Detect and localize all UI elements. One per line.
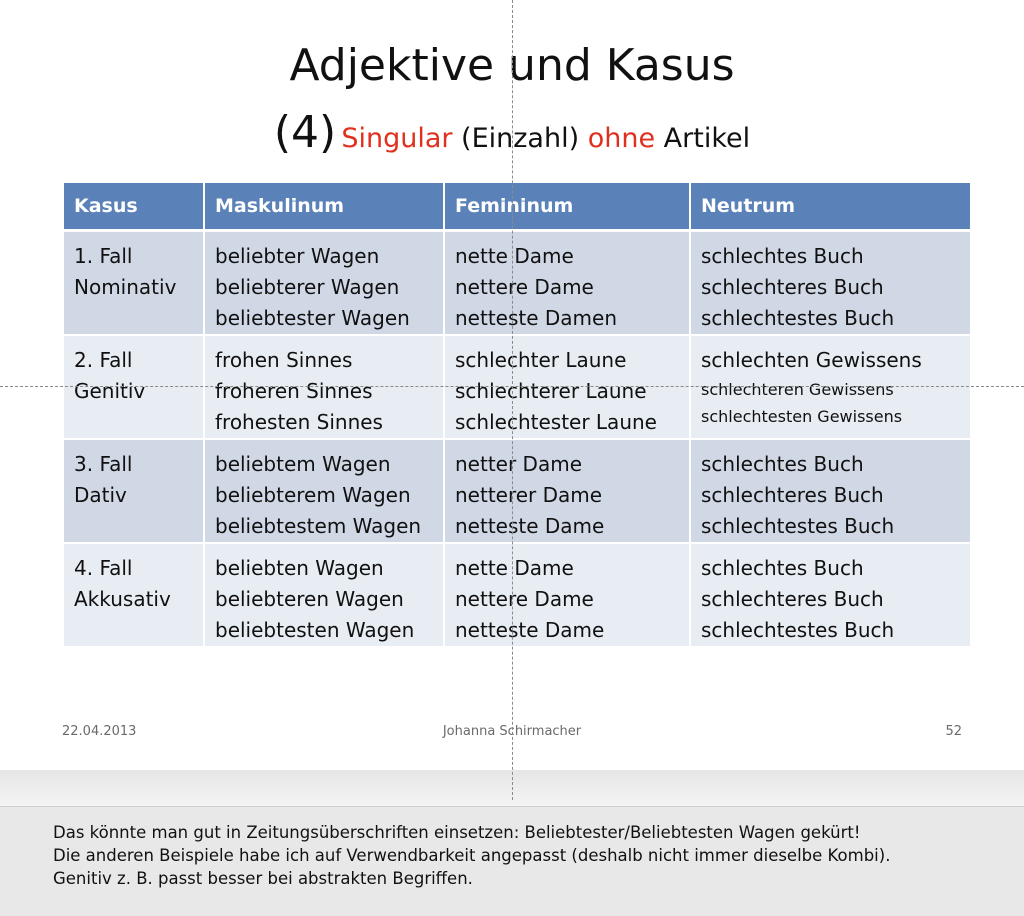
subtitle-einzahl: (Einzahl) bbox=[452, 123, 588, 154]
speaker-notes-text[interactable] bbox=[53, 821, 890, 890]
reduced-size-forms bbox=[701, 376, 960, 430]
superlative-form: netteste Dame bbox=[455, 514, 605, 538]
declension-table bbox=[64, 183, 972, 648]
positive-form: schlechter Laune bbox=[455, 348, 627, 372]
table-row bbox=[64, 231, 971, 336]
comparative-form: beliebterem Wagen bbox=[215, 483, 411, 507]
case-number: 3. Fall bbox=[74, 452, 133, 476]
kasus-cell bbox=[64, 543, 204, 647]
neutrum-cell bbox=[690, 231, 971, 336]
case-name: Genitiv bbox=[74, 379, 146, 403]
kasus-cell bbox=[64, 335, 204, 439]
positive-form: beliebten Wagen bbox=[215, 556, 384, 580]
case-number: 4. Fall bbox=[74, 556, 133, 580]
femininum-cell bbox=[444, 335, 690, 439]
maskulinum-cell bbox=[204, 231, 444, 336]
case-name: Nominativ bbox=[74, 275, 177, 299]
superlative-form: schlechtester Laune bbox=[455, 410, 657, 434]
vertical-center-guide[interactable] bbox=[512, 0, 513, 800]
superlative-form: schlechtesten Gewissens bbox=[701, 407, 903, 426]
comparative-form: schlechteres Buch bbox=[701, 275, 884, 299]
superlative-form: netteste Damen bbox=[455, 306, 618, 330]
case-name: Dativ bbox=[74, 483, 127, 507]
header-neutrum: Neutrum bbox=[690, 183, 971, 231]
superlative-form: beliebtester Wagen bbox=[215, 306, 410, 330]
header-kasus: Kasus bbox=[64, 183, 204, 231]
neutrum-cell bbox=[690, 439, 971, 543]
superlative-form: schlechtestes Buch bbox=[701, 618, 895, 642]
positive-form: schlechten Gewissens bbox=[701, 348, 922, 372]
maskulinum-cell bbox=[204, 543, 444, 647]
neutrum-cell bbox=[690, 543, 971, 647]
positive-form: frohen Sinnes bbox=[215, 348, 353, 372]
footer-page-number: 52 bbox=[945, 724, 962, 739]
kasus-cell bbox=[64, 231, 204, 336]
maskulinum-cell bbox=[204, 335, 444, 439]
table-row bbox=[64, 439, 971, 543]
comparative-form: schlechteres Buch bbox=[701, 483, 884, 507]
subtitle-ohne: ohne bbox=[587, 123, 656, 154]
notes-line: Das könnte man gut in Zeitungsüberschriften einsetzen: Beliebtester/Beliebtesten Wagen gekürt! bbox=[53, 823, 861, 842]
comparative-form: nettere Dame bbox=[455, 587, 594, 611]
case-number: 1. Fall bbox=[74, 244, 133, 268]
notes-line: Die anderen Beispiele habe ich auf Verwendbarkeit angepasst (deshalb nicht immer dieselbe Kombi). bbox=[53, 846, 891, 865]
comparative-form: schlechteren Gewissens bbox=[701, 380, 894, 399]
maskulinum-cell bbox=[204, 439, 444, 543]
superlative-form: beliebtestem Wagen bbox=[215, 514, 422, 538]
superlative-form: netteste Dame bbox=[455, 618, 605, 642]
positive-form: netter Dame bbox=[455, 452, 582, 476]
kasus-cell bbox=[64, 439, 204, 543]
slide-title: Adjektive und Kasus bbox=[289, 40, 735, 91]
positive-form: nette Dame bbox=[455, 244, 574, 268]
positive-form: nette Dame bbox=[455, 556, 574, 580]
superlative-form: frohesten Sinnes bbox=[215, 410, 383, 434]
footer-author: Johanna Schirmacher bbox=[442, 724, 582, 739]
header-maskulinum: Maskulinum bbox=[204, 183, 444, 231]
superlative-form: schlechtestes Buch bbox=[701, 306, 895, 330]
comparative-form: beliebteren Wagen bbox=[215, 587, 404, 611]
case-number: 2. Fall bbox=[74, 348, 133, 372]
comparative-form: schlechteres Buch bbox=[701, 587, 884, 611]
positive-form: schlechtes Buch bbox=[701, 452, 864, 476]
table-header-row bbox=[64, 183, 971, 231]
header-femininum: Femininum bbox=[444, 183, 690, 231]
horizontal-center-guide[interactable] bbox=[0, 386, 1024, 387]
femininum-cell bbox=[444, 439, 690, 543]
comparative-form: schlechterer Laune bbox=[455, 379, 647, 403]
comparative-form: beliebterer Wagen bbox=[215, 275, 400, 299]
notes-line: Genitiv z. B. passt besser bei abstrakten Begriffen. bbox=[53, 869, 473, 888]
comparative-form: netterer Dame bbox=[455, 483, 603, 507]
positive-form: schlechtes Buch bbox=[701, 244, 864, 268]
femininum-cell bbox=[444, 543, 690, 647]
footer-date: 22.04.2013 bbox=[62, 724, 137, 739]
comparative-form: nettere Dame bbox=[455, 275, 594, 299]
subtitle-number: (4) bbox=[273, 107, 337, 158]
table-row bbox=[64, 335, 971, 439]
superlative-form: beliebtesten Wagen bbox=[215, 618, 415, 642]
superlative-form: schlechtestes Buch bbox=[701, 514, 895, 538]
table-row bbox=[64, 543, 971, 647]
subtitle-singular: Singular bbox=[341, 123, 453, 154]
positive-form: beliebtem Wagen bbox=[215, 452, 391, 476]
positive-form: schlechtes Buch bbox=[701, 556, 864, 580]
subtitle-artikel: Artikel bbox=[655, 123, 751, 154]
comparative-form: froheren Sinnes bbox=[215, 379, 373, 403]
case-name: Akkusativ bbox=[74, 587, 171, 611]
femininum-cell bbox=[444, 231, 690, 336]
speaker-notes-pane[interactable] bbox=[0, 806, 1024, 916]
neutrum-cell bbox=[690, 335, 971, 439]
positive-form: beliebter Wagen bbox=[215, 244, 380, 268]
